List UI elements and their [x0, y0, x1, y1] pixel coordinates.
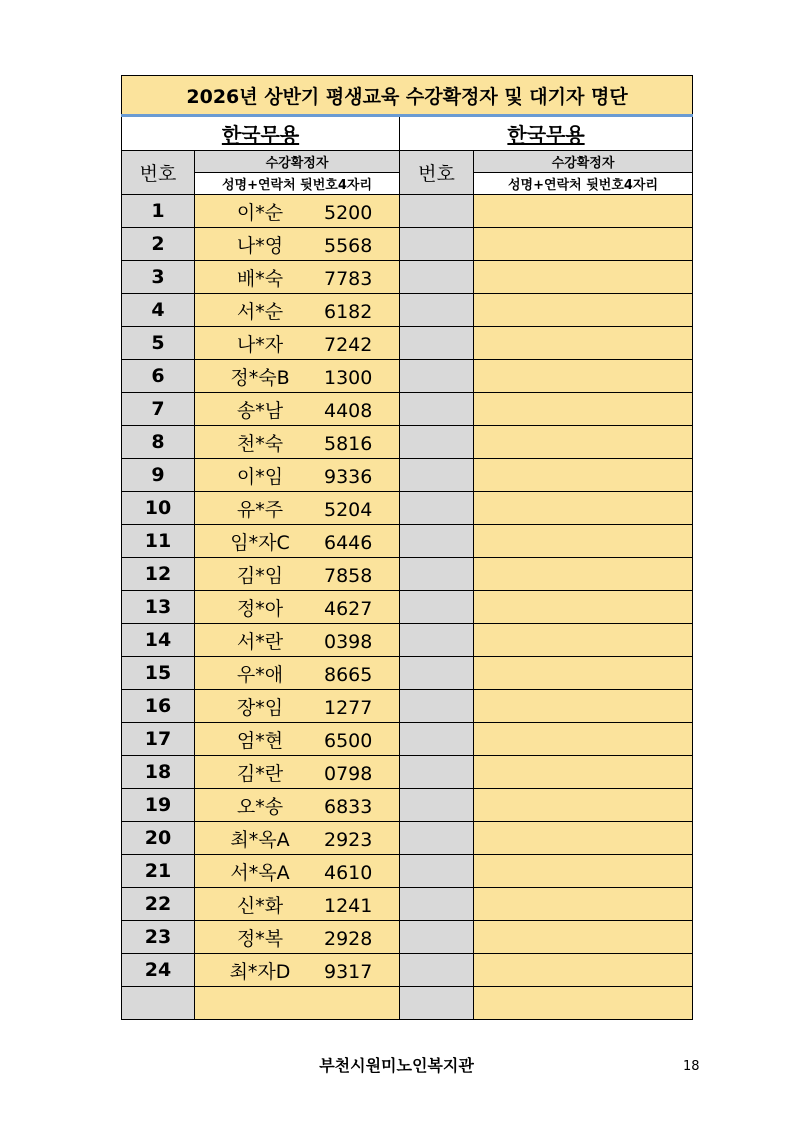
right-entry [474, 459, 693, 492]
table-row [122, 690, 693, 723]
right-row-number [400, 195, 474, 228]
right-row-number [400, 426, 474, 459]
confirmed-entry [195, 855, 400, 888]
phone-last4: 9317 [324, 960, 373, 983]
row-number: 20 [122, 822, 195, 855]
row-number [122, 987, 195, 1020]
participant-name: 최*옥A [230, 828, 290, 851]
right-row-number [400, 624, 474, 657]
right-entry [474, 591, 693, 624]
table-row [122, 855, 693, 888]
confirmed-entry [195, 195, 400, 228]
right-row-number [400, 327, 474, 360]
row-number: 7 [122, 393, 195, 426]
phone-last4: 5200 [324, 201, 373, 224]
right-row-number [400, 756, 474, 789]
right-entry [474, 789, 693, 822]
right-entry [474, 360, 693, 393]
right-entry [474, 327, 693, 360]
row-number: 17 [122, 723, 195, 756]
right-entry [474, 987, 693, 1020]
participant-name: 유*주 [236, 498, 284, 521]
confirmed-entry [195, 789, 400, 822]
right-entry [474, 921, 693, 954]
table-row [122, 591, 693, 624]
right-format-header: 성명+연락처 뒷번호4자리 [474, 173, 693, 195]
right-number-header: 번호 [400, 151, 474, 195]
table-row [122, 888, 693, 921]
participant-name: 서*란 [236, 630, 284, 653]
participant-name: 엄*현 [236, 729, 284, 752]
phone-last4: 1277 [324, 696, 373, 719]
phone-last4: 9336 [324, 465, 373, 488]
table-row [122, 789, 693, 822]
right-row-number [400, 525, 474, 558]
right-row-number [400, 228, 474, 261]
page-number: 18 [683, 1059, 700, 1074]
phone-last4: 5816 [324, 432, 373, 455]
confirmed-entry [195, 525, 400, 558]
confirmed-entry [195, 987, 400, 1020]
confirmed-entry [195, 426, 400, 459]
table-row [122, 558, 693, 591]
confirmed-entry [195, 723, 400, 756]
participant-name: 장*임 [236, 696, 284, 719]
confirmed-entry [195, 888, 400, 921]
phone-last4: 6446 [324, 531, 373, 554]
left-program-name: 한국무용 [122, 116, 400, 151]
confirmed-entry [195, 921, 400, 954]
right-row-number [400, 261, 474, 294]
participant-name: 나*자 [236, 333, 284, 356]
row-number: 23 [122, 921, 195, 954]
roster-table [121, 75, 693, 1020]
participant-name: 정*숙B [230, 366, 290, 389]
row-number: 24 [122, 954, 195, 987]
participant-name: 최*자D [229, 960, 291, 983]
phone-last4: 6500 [324, 729, 373, 752]
table-row [122, 921, 693, 954]
row-number: 22 [122, 888, 195, 921]
right-entry [474, 426, 693, 459]
right-confirmed-header: 수강확정자 [474, 151, 693, 173]
row-number: 3 [122, 261, 195, 294]
confirmed-entry [195, 591, 400, 624]
participant-name: 정*아 [236, 597, 284, 620]
table-row [122, 393, 693, 426]
right-row-number [400, 855, 474, 888]
row-number: 10 [122, 492, 195, 525]
right-row-number [400, 393, 474, 426]
table-row [122, 261, 693, 294]
confirmed-entry [195, 261, 400, 294]
phone-last4: 8665 [324, 663, 373, 686]
right-entry [474, 756, 693, 789]
row-number: 1 [122, 195, 195, 228]
phone-last4: 5568 [324, 234, 373, 257]
confirmed-entry [195, 360, 400, 393]
right-row-number [400, 657, 474, 690]
phone-last4: 6182 [324, 300, 373, 323]
confirmed-entry [195, 822, 400, 855]
participant-name: 우*애 [236, 663, 284, 686]
row-number: 5 [122, 327, 195, 360]
right-entry [474, 294, 693, 327]
participant-name: 김*임 [236, 564, 284, 587]
table-row [122, 525, 693, 558]
table-row [122, 492, 693, 525]
right-program-name: 한국무용 [400, 116, 693, 151]
phone-last4: 7783 [324, 267, 373, 290]
table-row [122, 624, 693, 657]
right-row-number [400, 459, 474, 492]
right-row-number [400, 921, 474, 954]
right-entry [474, 558, 693, 591]
row-number: 12 [122, 558, 195, 591]
row-number: 15 [122, 657, 195, 690]
right-entry [474, 954, 693, 987]
participant-name: 서*순 [236, 300, 284, 323]
phone-last4: 0798 [324, 762, 373, 785]
right-row-number [400, 954, 474, 987]
participant-name: 천*숙 [236, 432, 284, 455]
participant-name: 나*영 [236, 234, 284, 257]
confirmed-entry [195, 624, 400, 657]
phone-last4: 1300 [324, 366, 373, 389]
phone-last4: 7242 [324, 333, 373, 356]
right-row-number [400, 822, 474, 855]
row-number: 18 [122, 756, 195, 789]
confirmed-entry [195, 954, 400, 987]
confirmed-entry [195, 657, 400, 690]
participant-name: 신*화 [236, 894, 284, 917]
table-row [122, 954, 693, 987]
row-number: 13 [122, 591, 195, 624]
confirmed-entry [195, 690, 400, 723]
phone-last4: 2928 [324, 927, 373, 950]
left-number-header: 번호 [122, 151, 195, 195]
right-row-number [400, 360, 474, 393]
left-confirmed-header: 수강확정자 [195, 151, 400, 173]
row-number: 8 [122, 426, 195, 459]
right-entry [474, 261, 693, 294]
right-row-number [400, 591, 474, 624]
right-entry [474, 393, 693, 426]
right-entry [474, 492, 693, 525]
phone-last4: 0398 [324, 630, 373, 653]
participant-name: 이*임 [236, 465, 284, 488]
phone-last4: 2923 [324, 828, 373, 851]
table-row [122, 228, 693, 261]
right-row-number [400, 723, 474, 756]
confirmed-entry [195, 492, 400, 525]
row-number: 9 [122, 459, 195, 492]
table-row [122, 327, 693, 360]
row-number: 2 [122, 228, 195, 261]
participant-name: 송*남 [236, 399, 284, 422]
right-entry [474, 822, 693, 855]
phone-last4: 7858 [324, 564, 373, 587]
table-row [122, 195, 693, 228]
table-row [122, 360, 693, 393]
participant-name: 임*자C [230, 531, 290, 554]
right-entry [474, 657, 693, 690]
participant-name: 서*옥A [230, 861, 290, 884]
participant-name: 정*복 [236, 927, 284, 950]
row-number: 14 [122, 624, 195, 657]
table-row [122, 822, 693, 855]
phone-last4: 4627 [324, 597, 373, 620]
confirmed-entry [195, 294, 400, 327]
confirmed-entry [195, 393, 400, 426]
table-row [122, 723, 693, 756]
confirmed-entry [195, 459, 400, 492]
confirmed-entry [195, 327, 400, 360]
right-row-number [400, 492, 474, 525]
right-row-number [400, 294, 474, 327]
right-entry [474, 888, 693, 921]
document-title: 2026년 상반기 평생교육 수강확정자 및 대기자 명단 [122, 76, 693, 116]
row-number: 19 [122, 789, 195, 822]
right-entry [474, 723, 693, 756]
right-entry [474, 525, 693, 558]
right-row-number [400, 888, 474, 921]
right-entry [474, 624, 693, 657]
right-row-number [400, 789, 474, 822]
table-row [122, 657, 693, 690]
right-entry [474, 195, 693, 228]
confirmed-entry [195, 228, 400, 261]
row-number: 11 [122, 525, 195, 558]
phone-last4: 5204 [324, 498, 373, 521]
participant-name: 배*숙 [236, 267, 284, 290]
phone-last4: 4408 [324, 399, 373, 422]
row-number: 4 [122, 294, 195, 327]
table-row [122, 426, 693, 459]
right-row-number [400, 558, 474, 591]
table-row [122, 459, 693, 492]
right-entry [474, 228, 693, 261]
table-row [122, 987, 693, 1020]
row-number: 21 [122, 855, 195, 888]
footer-organization: 부천시원미노인복지관 [319, 1056, 474, 1075]
table-row [122, 756, 693, 789]
right-row-number [400, 987, 474, 1020]
phone-last4: 1241 [324, 894, 373, 917]
table-row [122, 294, 693, 327]
right-entry [474, 690, 693, 723]
phone-last4: 6833 [324, 795, 373, 818]
row-number: 16 [122, 690, 195, 723]
participant-name: 오*송 [236, 795, 284, 818]
confirmed-entry [195, 756, 400, 789]
right-row-number [400, 690, 474, 723]
participant-name: 김*란 [236, 762, 284, 785]
left-format-header: 성명+연락처 뒷번호4자리 [195, 173, 400, 195]
row-number: 6 [122, 360, 195, 393]
right-entry [474, 855, 693, 888]
confirmed-entry [195, 558, 400, 591]
phone-last4: 4610 [324, 861, 373, 884]
participant-name: 이*순 [236, 201, 284, 224]
